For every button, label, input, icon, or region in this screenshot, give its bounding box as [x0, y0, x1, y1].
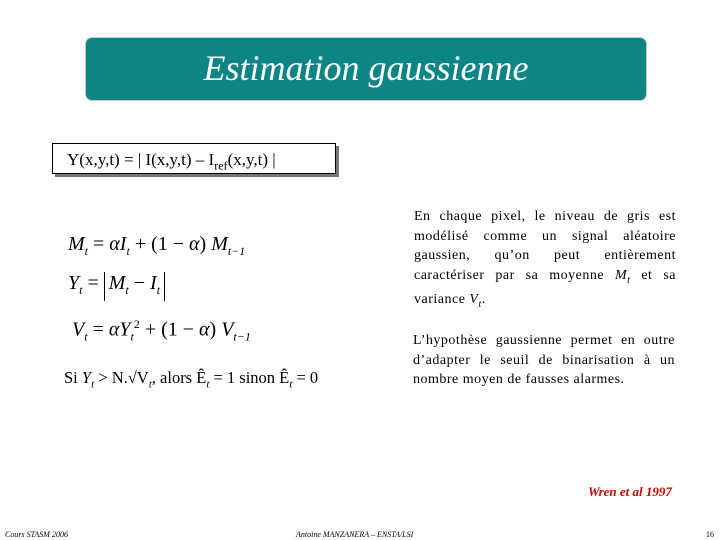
decision-rule: Si $Y_t > N.√V_t$, alors $Ê_t = 1$ sinon $Ê_t = 0$: [64, 368, 319, 391]
page-number: 16: [706, 530, 714, 539]
difference-equation-box: [52, 143, 336, 174]
citation-link[interactable]: Wren et al 1997: [588, 484, 672, 499]
footer-author: Antoine MANZANERA – ENSTA/LSI: [296, 530, 414, 539]
threshold-paragraph: L’hypothèse gaussienne permet en outre d’adapter le seuil de binarisation à un nombre moyen de fausses alarmes.: [413, 333, 675, 387]
equation-main: Y(x,y,t) = | I(x,y,t) – I: [67, 150, 215, 169]
title-banner: [86, 38, 646, 100]
abs-difference-formula: $Y_t = M_t - I_t$: [68, 272, 165, 301]
gaussian-model-paragraph: En chaque pixel, le niveau de gris est modélisé comme un signal aléatoire gaussien, qu’on peut entièrement caractériser par sa moyenne $M_t$ et sa variance $V_t$.: [414, 209, 676, 310]
slide-title: Estimation gaussienne: [203, 48, 529, 88]
variance-update-formula: $V_t = \alpha Y_t^2 + (1 - \alpha)$ $V_{t-1}$: [72, 317, 251, 344]
mean-update-formula: $M_t = \alpha I_t + (1 - \alpha)$ $M_{t-1}$: [68, 233, 246, 258]
equation-tail: (x,y,t) |: [227, 150, 276, 169]
footer-course: Cours STASM 2006: [5, 530, 68, 539]
equation-sub: ref: [214, 158, 228, 173]
